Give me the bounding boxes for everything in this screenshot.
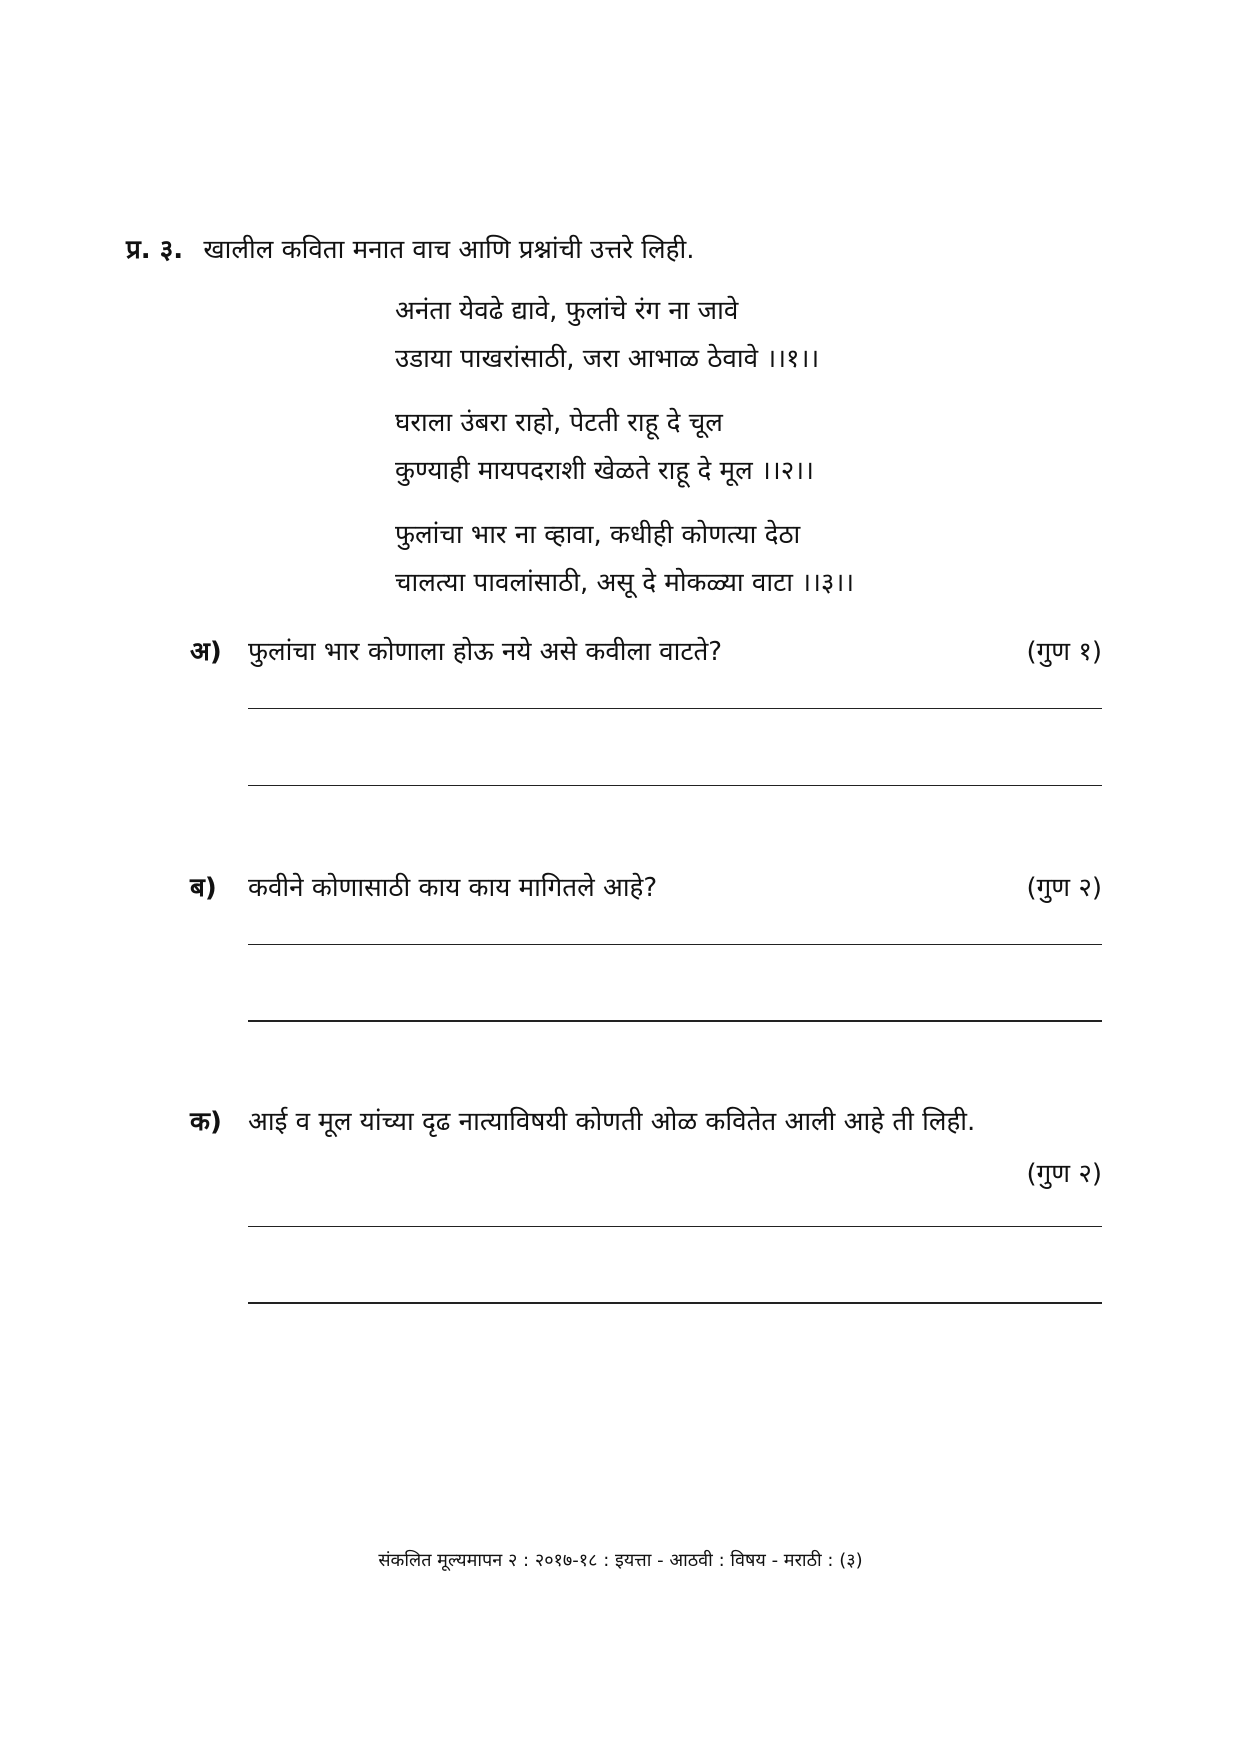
poem-line: चालत्या पावलांसाठी, असू दे मोकळ्या वाटा ।।३।। bbox=[395, 568, 855, 598]
poem-stanza-2 bbox=[395, 399, 854, 495]
poem-stanza-3 bbox=[395, 511, 854, 607]
page-footer: संकलित मूल्यमापन २ : २०१७-१८ : इयत्ता - आठवी : विषय - मराठी : (३) bbox=[378, 1550, 863, 1571]
answer-line[interactable] bbox=[248, 944, 1102, 945]
sub-question-text: आई व मूल यांच्या दृढ नात्याविषयी कोणती ओळ कवितेत आली आहे ती लिही. bbox=[248, 1107, 976, 1137]
poem-line: उडाया पाखरांसाठी, जरा आभाळ ठेवावे ।।१।। bbox=[395, 344, 820, 374]
question-number: प्र. ३. bbox=[126, 235, 184, 265]
question-heading bbox=[126, 232, 694, 268]
sub-question-text: कवीने कोणासाठी काय काय मागितले आहे? bbox=[248, 873, 658, 903]
poem-stanza-1 bbox=[395, 287, 854, 383]
poem-line: घराला उंबरा राहो, पेटती राहू दे चूल bbox=[395, 408, 723, 438]
answer-line[interactable] bbox=[248, 708, 1102, 709]
poem bbox=[395, 287, 854, 623]
poem-line: कुण्याही मायपदराशी खेळते राहू दे मूल ।।२।। bbox=[395, 456, 814, 486]
answer-line[interactable] bbox=[248, 1302, 1102, 1304]
sub-question-label: क) bbox=[190, 1107, 222, 1137]
sub-question-label: अ) bbox=[190, 637, 222, 667]
sub-question-label: ब) bbox=[190, 873, 217, 903]
marks-label: (गुण २) bbox=[1026, 1159, 1102, 1189]
marks-label: (गुण २) bbox=[1026, 873, 1102, 903]
question-instruction: खालील कविता मनात वाच आणि प्रश्नांची उत्तरे लिही. bbox=[203, 235, 695, 265]
answer-line[interactable] bbox=[248, 1226, 1102, 1227]
answer-line[interactable] bbox=[248, 785, 1102, 786]
poem-line: अनंता येवढे द्यावे, फुलांचे रंग ना जावे bbox=[395, 296, 739, 326]
answer-line[interactable] bbox=[248, 1020, 1102, 1022]
sub-question-text: फुलांचा भार कोणाला होऊ नये असे कवीला वाटते? bbox=[248, 637, 723, 667]
poem-line: फुलांचा भार ना व्हावा, कधीही कोणत्या देठा bbox=[395, 520, 801, 550]
marks-label: (गुण १) bbox=[1026, 637, 1102, 667]
